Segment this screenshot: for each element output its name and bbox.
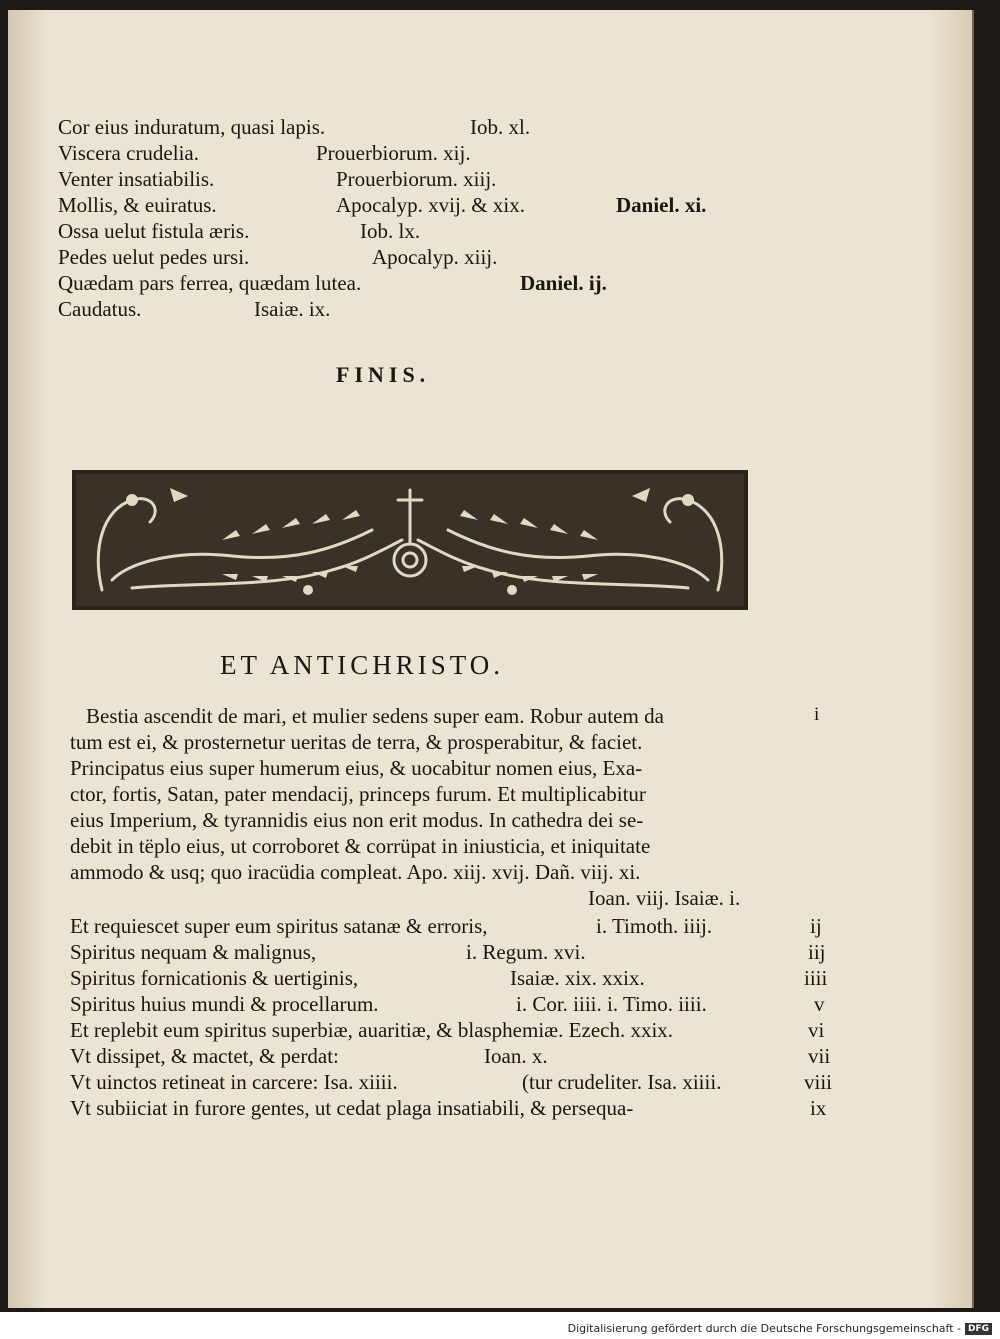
spirit-line-number: viii — [804, 1070, 833, 1094]
paragraph-line: Bestia ascendit de mari, et mulier sedens super eam. Robur autem da — [86, 704, 664, 728]
section-heading: ET ANTICHRISTO. — [220, 650, 505, 680]
list-line-ref: Isaiæ. ix. — [254, 297, 331, 321]
spirit-line-number: iij — [808, 940, 826, 964]
spirit-line-text: Vt dissipet, & mactet, & perdat: — [70, 1044, 339, 1068]
spirit-line-text: Et requiescet super eum spiritus satanæ & erroris, — [70, 914, 488, 938]
spirit-line-ref: i. Regum. xvi. — [466, 940, 586, 964]
spirit-line-text: Spiritus huius mundi & procellarum. — [70, 992, 379, 1016]
list-line-ref: Iob. lx. — [360, 219, 421, 243]
paragraph-line: ctor, fortis, Satan, pater mendacij, princeps furum. Et multiplicabitur — [70, 782, 646, 806]
paragraph-line: Principatus eius super humerum eius, & uocabitur nomen eius, Exa- — [70, 756, 643, 780]
woodcut-ornament — [72, 470, 748, 610]
credit-text: Digitalisierung gefördert durch die Deutsche Forschungsgemeinschaft - — [567, 1322, 961, 1335]
list-line-ref: Apocalyp. xvij. & xix. — [336, 193, 525, 217]
dfg-logo: DFG — [965, 1323, 992, 1335]
list-line-text: Venter insatiabilis. — [58, 167, 215, 191]
spirit-line-number: vi — [808, 1018, 825, 1042]
list-line-ref: Iob. xl. — [470, 115, 531, 139]
paragraph-line: eius Imperium, & tyrannidis eius non erit modus. In cathedra dei se- — [70, 808, 644, 832]
spirit-line-number: ix — [810, 1096, 827, 1120]
list-line-ref: Apocalyp. xiij. — [372, 245, 498, 269]
spirit-line-text: Vt subiiciat in furore gentes, ut cedat plaga insatiabili, & persequa- — [70, 1096, 634, 1120]
paragraph-line: tum est ei, & prosternetur ueritas de terra, & prosperabitur, & faciet. — [70, 730, 643, 754]
finis-colophon: FINIS. — [336, 362, 431, 387]
paragraph-line: ammodo & usq; quo iracüdia compleat. Apo. xiij. xvij. Dañ. viij. xi. — [70, 860, 641, 884]
spirit-line-number: iiii — [804, 966, 828, 990]
spirit-line-number: ij — [810, 914, 822, 938]
list-line-ref: Daniel. ij. — [520, 271, 607, 295]
spirit-line-number: vii — [808, 1044, 831, 1068]
spirit-line-ref: i. Timoth. iiij. — [596, 914, 713, 938]
spirit-line-ref: i. Cor. iiii. i. Timo. iiii. — [516, 992, 707, 1016]
spirit-line-ref: Ioan. x. — [484, 1044, 548, 1068]
digitization-credit — [568, 1322, 992, 1335]
list-line-text: Caudatus. — [58, 297, 142, 321]
spirit-line-number: v — [814, 992, 825, 1016]
list-line-text: Quædam pars ferrea, quædam lutea. — [58, 271, 362, 295]
spirit-line-ref: (tur crudeliter. Isa. xiiii. — [522, 1070, 722, 1094]
list-line-text: Pedes uelut pedes ursi. — [58, 245, 250, 269]
list-line-ref: Prouerbiorum. xiij. — [336, 167, 497, 191]
book-page — [8, 10, 974, 1308]
list-line-text: Mollis, & euiratus. — [58, 193, 217, 217]
spirit-line-text: Et replebit eum spiritus superbiæ, auaritiæ, & blasphemiæ. Ezech. xxix. — [70, 1018, 674, 1042]
list-line-ref: Prouerbiorum. xij. — [316, 141, 471, 165]
list-line-text: Cor eius induratum, quasi lapis. — [58, 115, 326, 139]
spirit-line-text: Spiritus nequam & malignus, — [70, 940, 317, 964]
spirit-line-ref: Isaiæ. xix. xxix. — [510, 966, 645, 990]
paragraph-line: Ioan. viij. Isaiæ. i. — [588, 886, 741, 910]
list-line-ref2: Daniel. xi. — [616, 193, 707, 217]
spirit-line-text: Vt uinctos retineat in carcere: Isa. xiiii. — [70, 1070, 398, 1094]
paragraph-line: debit in tëplo eius, ut corroboret & corrüpat in iniusticia, et iniquitate — [70, 834, 651, 858]
list-line-text: Ossa uelut fistula æris. — [58, 219, 250, 243]
list-line-text: Viscera crudelia. — [58, 141, 199, 165]
margin-marker: i — [814, 704, 820, 725]
spirit-line-text: Spiritus fornicationis & uertiginis, — [70, 966, 359, 990]
